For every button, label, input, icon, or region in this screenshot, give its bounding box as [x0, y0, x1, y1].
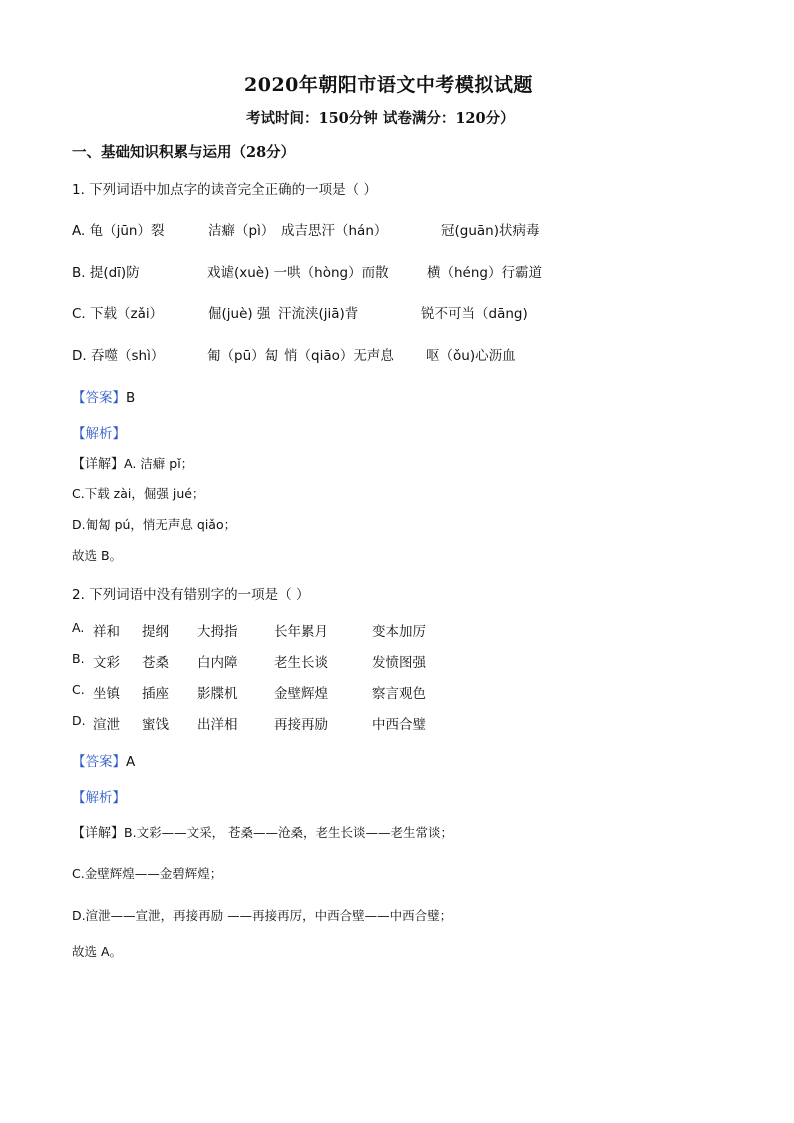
- question-2-detail-line: D.渲泄——宣泄，再接再励 ——再接再厉，中西合壁——中西合璧；: [72, 908, 453, 923]
- option-word: 洁癖（pì）: [208, 223, 275, 239]
- option-word: 苍桑: [142, 655, 169, 671]
- question-1-answer: [72, 386, 135, 406]
- option-label: D.: [72, 713, 86, 728]
- option-label: B. 提(dī)防: [72, 265, 140, 281]
- option-word: 横（héng）行霸道: [427, 265, 542, 281]
- option-word: 成吉思汗（hán）: [281, 223, 388, 239]
- answer-value: A: [126, 754, 136, 770]
- exam-info: 考试时间：150分钟 试卷满分：120分）: [246, 110, 515, 127]
- question-1-conclusion: 故选 B。: [72, 548, 123, 563]
- section-heading: 一、基础知识积累与运用（28分）: [72, 144, 296, 161]
- option-word: 戏谑(xuè) 一哄（hòng）而散: [207, 265, 389, 281]
- question-2-detail-line: C.金壁辉煌——金碧辉煌；: [72, 866, 223, 881]
- option-word: 变本加厉: [372, 624, 426, 640]
- option-label: B.: [72, 651, 85, 666]
- option-word: 祥和: [93, 624, 120, 640]
- question-2-detail-line: [72, 822, 453, 841]
- question-1-analysis-label: 【解析】: [72, 426, 126, 442]
- detail-label: 【详解】: [72, 826, 125, 841]
- answer-value: B: [126, 390, 136, 406]
- option-word: 呕（ǒu)心沥血: [426, 348, 516, 364]
- question-1-detail-line: D.匍匐 pú，悄无声息 qiǎo；: [72, 517, 237, 532]
- detail-text: A. 洁癖 pǐ；: [124, 456, 194, 471]
- page-title: 2020年朝阳市语文中考模拟试题: [244, 74, 533, 96]
- option-word: 坐镇: [93, 686, 120, 702]
- option-label: A.: [72, 620, 85, 635]
- option-word: 冠(guān)状病毒: [441, 223, 540, 239]
- option-word: 悄（qiāo）无声息: [284, 348, 394, 364]
- option-word: 长年累月: [274, 624, 328, 640]
- option-word: 文彩: [93, 655, 120, 671]
- option-label: A. 龟（jūn）裂: [72, 223, 165, 239]
- option-word: 大拇指: [197, 624, 238, 640]
- option-word: 察言观色: [372, 686, 426, 702]
- answer-label: 【答案】: [72, 754, 126, 770]
- option-word: 出洋相: [197, 717, 238, 733]
- question-2-stem: 2. 下列词语中没有错别字的一项是（ ）: [72, 587, 310, 603]
- option-word: 再接再励: [274, 717, 328, 733]
- detail-text: B.文彩——文采， 苍桑——沧桑，老生长谈——老生常谈；: [124, 825, 454, 840]
- option-word: 倔(juè) 强: [208, 306, 271, 322]
- option-word: 插座: [142, 686, 169, 702]
- question-2-answer: [72, 750, 135, 770]
- option-word: 匍（pū）匐: [207, 348, 279, 364]
- question-1-detail-line: C.下载 zài，倔强 jué；: [72, 486, 205, 501]
- option-word: 蜜饯: [142, 717, 169, 733]
- option-label: D. 吞噬（shì）: [72, 348, 165, 364]
- option-word: 提纲: [142, 624, 169, 640]
- question-2-conclusion: 故选 A。: [72, 944, 123, 959]
- question-2-analysis-label: 【解析】: [72, 790, 126, 806]
- option-word: 白内障: [197, 655, 238, 671]
- option-word: 老生长谈: [274, 655, 328, 671]
- option-word: 金壁辉煌: [274, 686, 328, 702]
- option-label: C.: [72, 682, 85, 697]
- option-label: C. 下载（zǎi）: [72, 306, 164, 322]
- option-word: 渲泄: [93, 717, 120, 733]
- detail-label: 【详解】: [72, 457, 125, 472]
- option-word: 中西合璧: [372, 717, 426, 733]
- option-word: 锐不可当（dāng): [421, 306, 528, 322]
- question-1-stem: 1. 下列词语中加点字的读音完全正确的一项是（ ）: [72, 182, 377, 198]
- question-1-detail-line: [72, 453, 193, 472]
- option-word: 汗流浃(jiā)背: [278, 306, 359, 322]
- option-word: 影牒机: [197, 686, 238, 702]
- answer-label: 【答案】: [72, 390, 126, 406]
- option-word: 发愤图强: [372, 655, 426, 671]
